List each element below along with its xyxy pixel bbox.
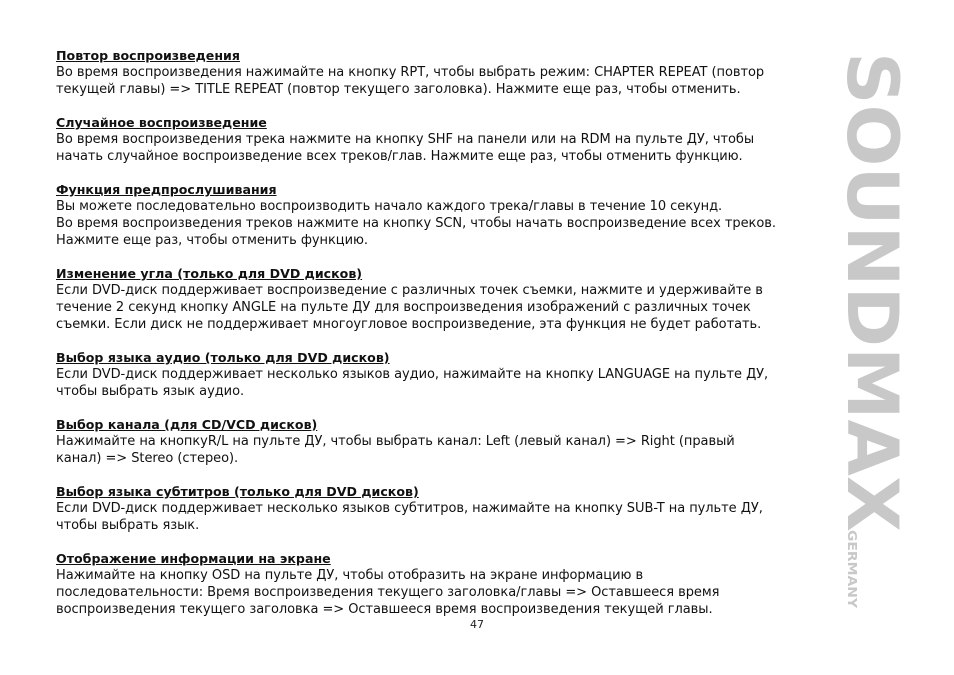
body-line: текущей главы) => TITLE REPEAT (повтор текущего заголовка). Нажмите еще раз, чтобы отменить.: [56, 82, 741, 97]
page-number: 47: [470, 618, 484, 631]
section-heading: Отображение информации на экране: [56, 551, 331, 566]
section-body: [56, 131, 826, 165]
section-body: [56, 366, 826, 400]
body-line: течение 2 секунд кнопку ANGLE на пульте ДУ для воспроизведения изображений с различных точек: [56, 300, 751, 315]
body-line: съемки. Если диск не поддерживает многоугловое воспроизведение, эта функция не будет работать.: [56, 317, 762, 332]
section-heading: Выбор канала (для CD/VCD дисков): [56, 417, 318, 432]
body-line: Если DVD-диск поддерживает несколько языков субтитров, нажимайте на кнопку SUB-T на пульте ДУ,: [56, 501, 763, 516]
manual-section: [56, 47, 826, 98]
section-body: [56, 64, 826, 98]
section-heading: Функция предпрослушивания: [56, 182, 277, 197]
body-line: Нажмите еще раз, чтобы отменить функцию.: [56, 233, 368, 248]
section-heading: Выбор языка аудио (только для DVD дисков): [56, 350, 390, 365]
body-line: канал) => Stereo (стерео).: [56, 451, 239, 466]
section-heading: Случайное воспроизведение: [56, 115, 267, 130]
manual-section: [56, 416, 826, 467]
body-line: последовательности: Время воспроизведения текущего заголовка/главы => Оставшееся время: [56, 585, 720, 600]
section-heading: Выбор языка субтитров (только для DVD дисков): [56, 484, 419, 499]
soundmax-logo: [831, 52, 913, 532]
section-body: [56, 567, 826, 618]
manual-section: [56, 550, 826, 618]
body-line: Вы можете последовательно воспроизводить начало каждого трека/главы в течение 10 секунд.: [56, 199, 723, 214]
manual-section: [56, 483, 826, 534]
manual-section: [56, 265, 826, 333]
manual-section: [56, 349, 826, 400]
germany-logo: [845, 530, 861, 610]
body-line: воспроизведения текущего заголовка => Оставшееся время воспроизведения текущей главы.: [56, 602, 713, 617]
body-line: Во время воспроизведения трека нажмите на кнопку SHF на панели или на RDM на пульте ДУ, чтобы: [56, 132, 755, 147]
body-line: Нажимайте на кнопку OSD на пульте ДУ, чтобы отобразить на экране информацию в: [56, 568, 644, 583]
manual-section: [56, 114, 826, 165]
manual-content: [56, 47, 826, 634]
germany-logo-text: GERMANY: [845, 530, 859, 598]
manual-section: [56, 181, 826, 249]
body-line: чтобы выбрать язык аудио.: [56, 384, 245, 399]
section-body: [56, 433, 826, 467]
body-line: начать случайное воспроизведение всех треков/глав. Нажмите еще раз, чтобы отменить функцию.: [56, 149, 743, 164]
section-heading: Повтор воспроизведения: [56, 48, 240, 63]
section-body: [56, 282, 826, 333]
body-line: Во время воспроизведения треков нажмите на кнопку SCN, чтобы начать воспроизведение всех треков.: [56, 216, 776, 231]
body-line: Если DVD-диск поддерживает воспроизведение с различных точек съемки, нажмите и удерживайте в: [56, 283, 763, 298]
section-body: [56, 198, 826, 249]
body-line: Нажимайте на кнопкуR/L на пульте ДУ, чтобы выбрать канал: Left (левый канал) => Right (правый: [56, 434, 735, 449]
body-line: чтобы выбрать язык.: [56, 518, 200, 533]
section-heading: Изменение угла (только для DVD дисков): [56, 266, 363, 281]
section-body: [56, 500, 826, 534]
soundmax-logo-text: SOUNDMAX: [831, 52, 913, 514]
body-line: Во время воспроизведения нажимайте на кнопку RPT, чтобы выбрать режим: CHAPTER REPEAT (повтор: [56, 65, 765, 80]
body-line: Если DVD-диск поддерживает несколько языков аудио, нажимайте на кнопку LANGUAGE на пульте ДУ,: [56, 367, 769, 382]
